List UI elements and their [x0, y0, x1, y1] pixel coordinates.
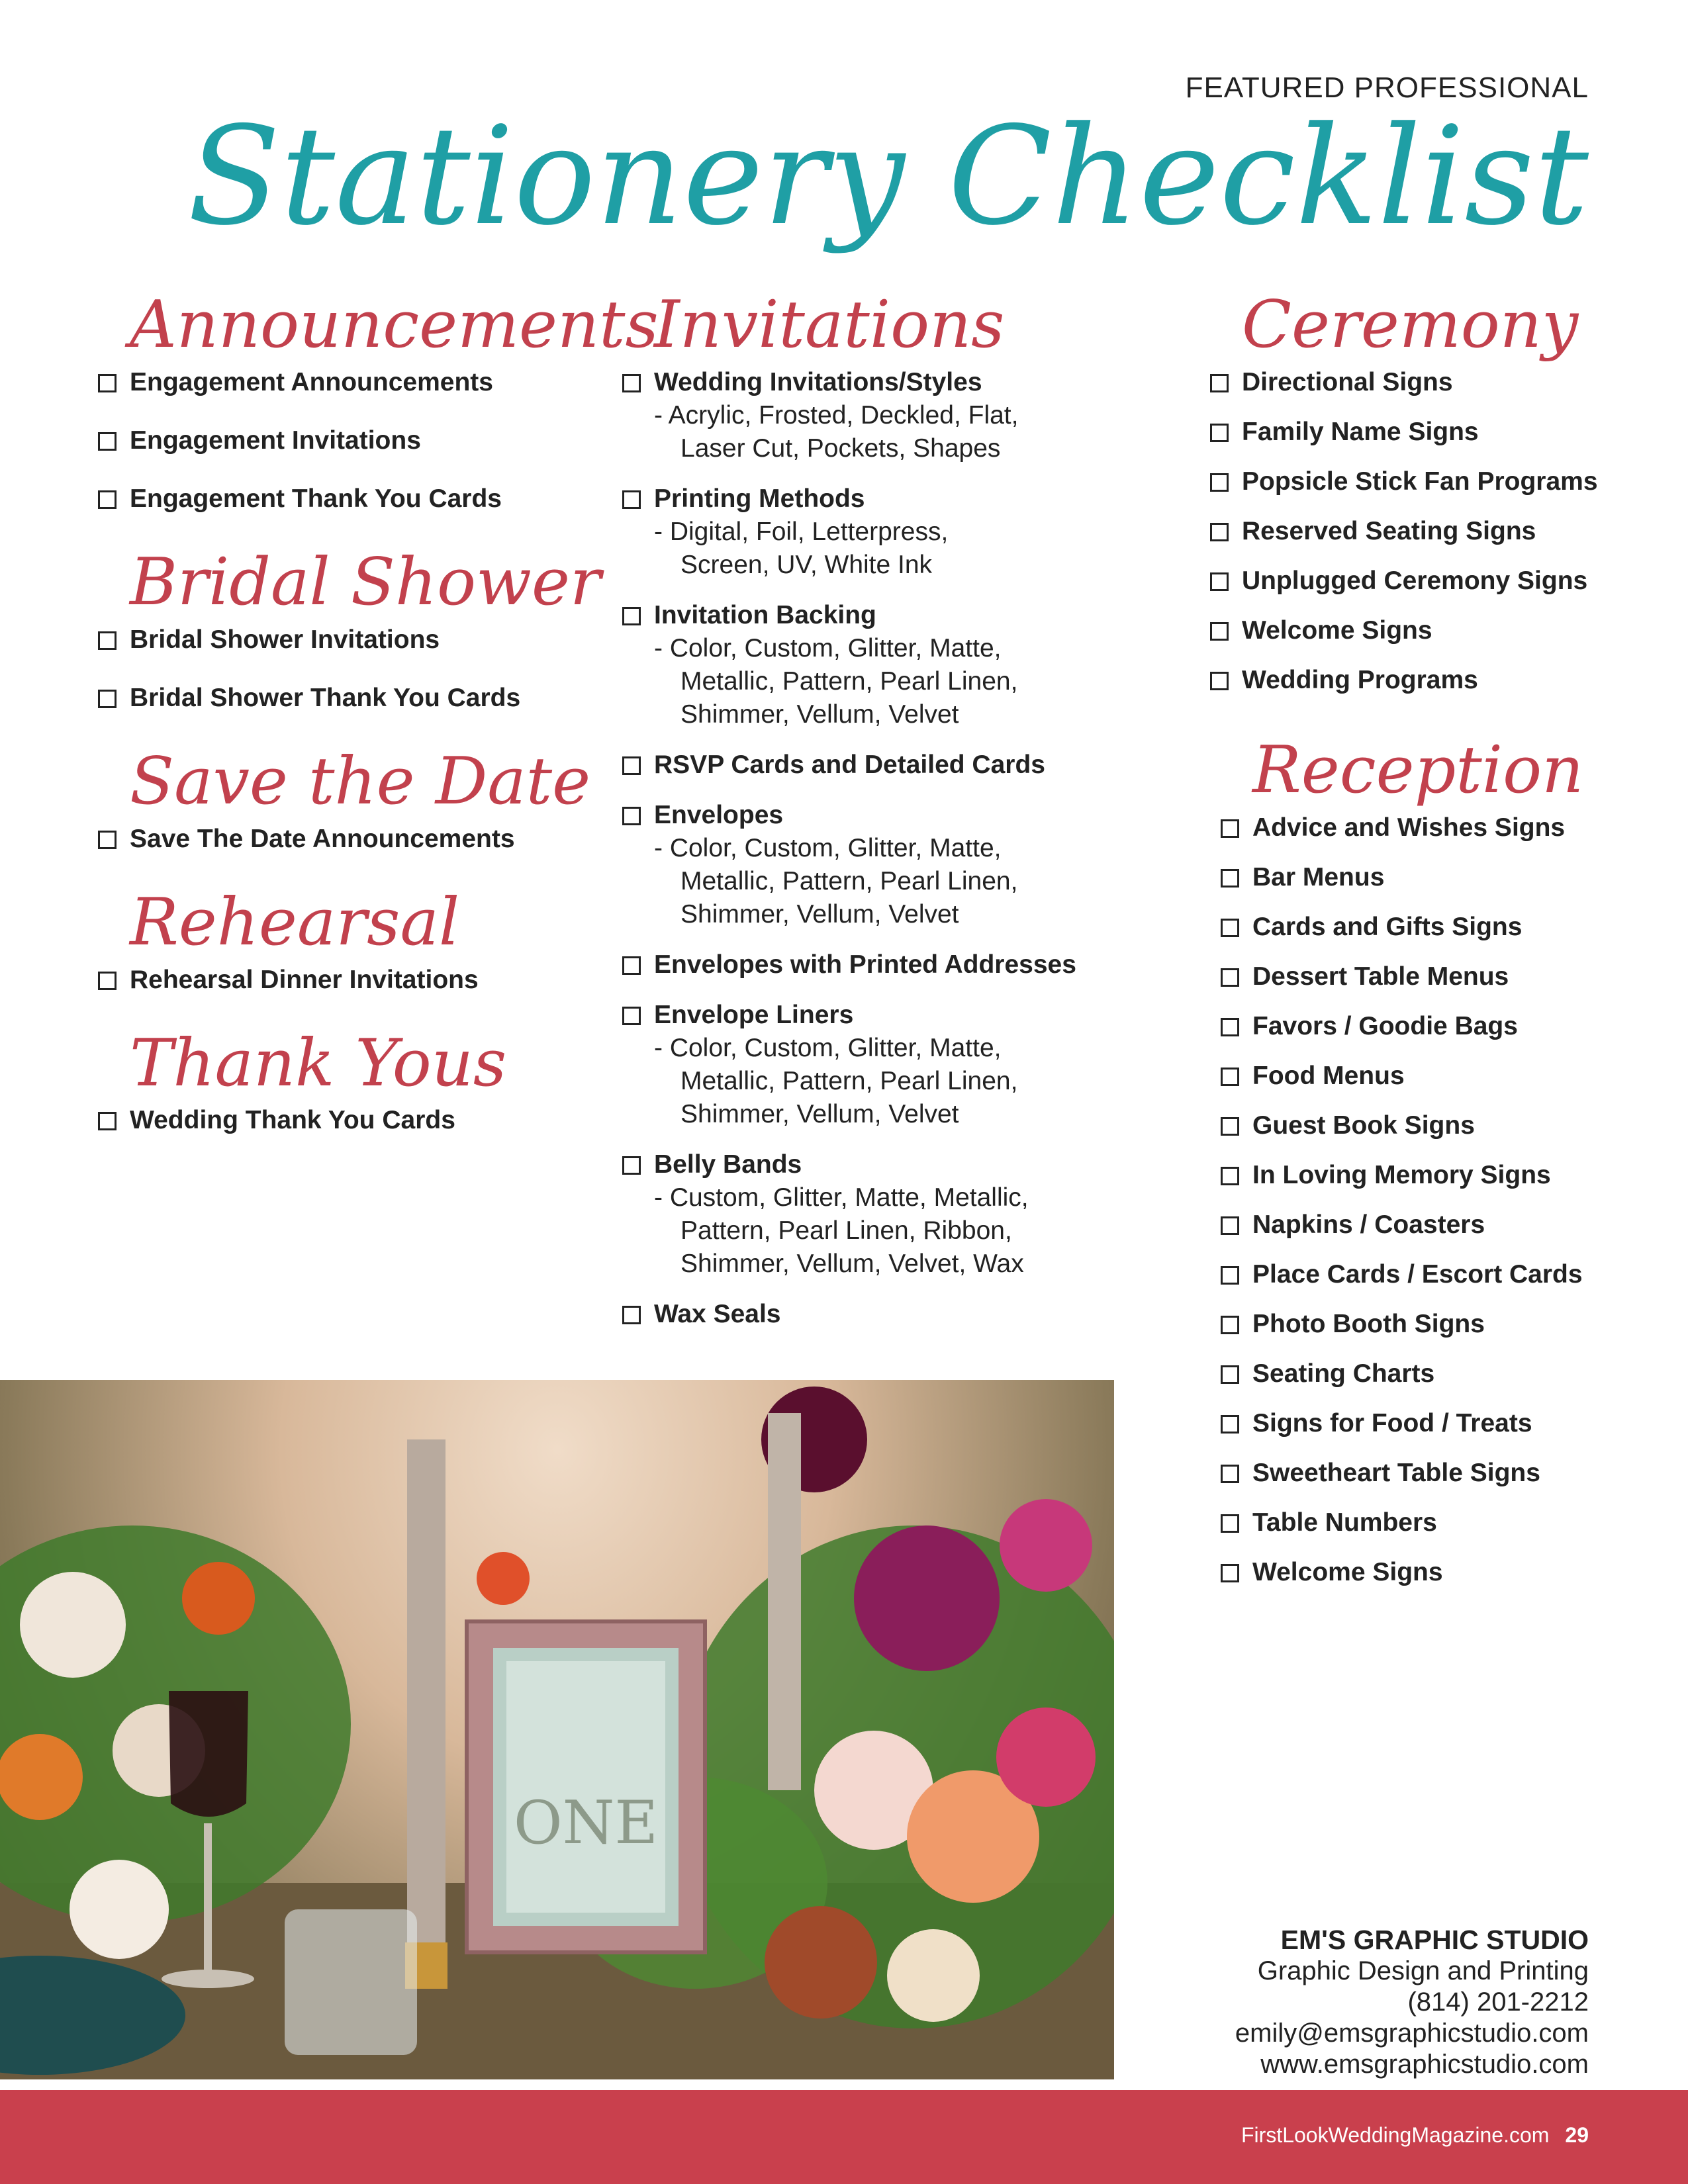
- table-number-sign: ONE: [513, 1788, 659, 1858]
- item-label: In Loving Memory Signs: [1252, 1160, 1551, 1189]
- section-heading: Reception: [1252, 732, 1584, 808]
- checklist-item[interactable]: [98, 482, 548, 516]
- checklist-item[interactable]: [1221, 1357, 1607, 1390]
- checklist-item[interactable]: [622, 366, 1152, 465]
- section-heading: Ceremony: [1242, 287, 1579, 363]
- checklist-item[interactable]: [622, 599, 1152, 731]
- item-options: - Custom, Glitter, Matte, Metallic, Pattern, Pearl Linen, Ribbon, Shimmer, Vellum, Velvet, Wax: [654, 1183, 1029, 1278]
- item-label: Unplugged Ceremony Signs: [1242, 566, 1588, 595]
- checklist-item[interactable]: [1221, 960, 1607, 993]
- checkbox[interactable]: [622, 1007, 641, 1025]
- checklist-item[interactable]: [1221, 1208, 1607, 1242]
- checkbox[interactable]: [1221, 1117, 1239, 1136]
- email-link[interactable]: emily@emsgraphicstudio.com: [1235, 2019, 1589, 2048]
- item-label: Wedding Thank You Cards: [130, 1106, 455, 1135]
- item-label: Wedding Programs: [1242, 665, 1478, 694]
- item-label: Welcome Signs: [1252, 1557, 1443, 1586]
- checkbox[interactable]: [1221, 1068, 1239, 1086]
- checkbox[interactable]: [1210, 424, 1229, 442]
- checklist-item[interactable]: [1221, 1407, 1607, 1440]
- featured-professional-label: FEATURED PROFESSIONAL: [1185, 71, 1589, 104]
- announcements-section: [98, 287, 659, 516]
- checklist-item[interactable]: [1221, 1159, 1607, 1192]
- item-label: Bridal Shower Thank You Cards: [130, 683, 521, 712]
- checklist-item[interactable]: [98, 1104, 548, 1137]
- checkbox[interactable]: [622, 374, 641, 392]
- item-label: Cards and Gifts Signs: [1252, 912, 1523, 941]
- magazine-url[interactable]: FirstLookWeddingMagazine.com: [1241, 2123, 1550, 2147]
- checkbox[interactable]: [622, 756, 641, 775]
- item-label: Save The Date Announcements: [130, 824, 515, 853]
- item-label: Engagement Invitations: [130, 426, 421, 455]
- checkbox[interactable]: [622, 956, 641, 975]
- section-heading: Announcements: [130, 287, 659, 363]
- checkbox[interactable]: [1221, 819, 1239, 838]
- checkbox[interactable]: [98, 1112, 117, 1130]
- item-label: Guest Book Signs: [1252, 1111, 1475, 1140]
- section-heading: Invitations: [654, 287, 1005, 363]
- checklist-item[interactable]: [1221, 811, 1607, 844]
- checklist-item[interactable]: [622, 482, 1152, 582]
- checkbox[interactable]: [1221, 1266, 1239, 1285]
- item-label: Wax Seals: [654, 1299, 781, 1328]
- item-label: Dessert Table Menus: [1252, 962, 1509, 991]
- checkbox[interactable]: [1210, 374, 1229, 392]
- save-the-date-section: [98, 743, 591, 856]
- checkbox[interactable]: [622, 607, 641, 625]
- section-heading: Rehearsal: [130, 884, 460, 960]
- checkbox[interactable]: [1221, 869, 1239, 887]
- checkbox[interactable]: [622, 807, 641, 825]
- checkbox[interactable]: [98, 374, 117, 392]
- item-label: Invitation Backing: [654, 600, 876, 629]
- checklist-item[interactable]: [1210, 366, 1607, 399]
- checklist-item[interactable]: [622, 948, 1152, 981]
- footer-site: [1241, 2123, 1589, 2148]
- item-label: Napkins / Coasters: [1252, 1210, 1485, 1239]
- checkbox[interactable]: [1210, 622, 1229, 641]
- checkbox[interactable]: [1210, 523, 1229, 541]
- checkbox[interactable]: [98, 972, 117, 990]
- item-label: Engagement Announcements: [130, 367, 493, 396]
- item-options: - Color, Custom, Glitter, Matte, Metallic, Pattern, Pearl Linen, Shimmer, Vellum, Velvet: [654, 633, 1018, 729]
- checkbox[interactable]: [1221, 1216, 1239, 1235]
- checkbox[interactable]: [1221, 1465, 1239, 1483]
- checkbox[interactable]: [622, 1156, 641, 1175]
- photo-illustration: [0, 1380, 1114, 2079]
- checklist-item[interactable]: [1210, 416, 1607, 449]
- checkbox[interactable]: [98, 690, 117, 708]
- item-label: Signs for Food / Treats: [1252, 1408, 1532, 1437]
- checkbox[interactable]: [1221, 968, 1239, 987]
- checklist-item[interactable]: [1210, 465, 1607, 498]
- item-label: Table Numbers: [1252, 1508, 1437, 1537]
- checkbox[interactable]: [98, 432, 117, 451]
- checkbox[interactable]: [1210, 672, 1229, 690]
- item-label: Advice and Wishes Signs: [1252, 813, 1566, 842]
- item-options: - Color, Custom, Glitter, Matte, Metallic, Pattern, Pearl Linen, Shimmer, Vellum, Velvet: [654, 833, 1018, 929]
- item-label: Favors / Goodie Bags: [1252, 1011, 1518, 1040]
- checklist-item[interactable]: [1221, 911, 1607, 944]
- item-label: Welcome Signs: [1242, 615, 1432, 645]
- checklist-item[interactable]: [1221, 1457, 1607, 1490]
- checklist-item[interactable]: [1210, 614, 1607, 647]
- item-label: Belly Bands: [654, 1150, 802, 1179]
- item-label: Printing Methods: [654, 484, 865, 513]
- checklist-item[interactable]: [622, 999, 1152, 1131]
- checklist-item[interactable]: [1221, 1109, 1607, 1142]
- section-heading: Thank Yous: [130, 1025, 507, 1101]
- checkbox[interactable]: [1221, 1018, 1239, 1036]
- checklist-item[interactable]: [1221, 1308, 1607, 1341]
- checklist-item[interactable]: [1221, 1556, 1607, 1589]
- vendor-contact: [1235, 1925, 1589, 2080]
- page-title: Stationery Checklist: [187, 98, 1589, 255]
- rehearsal-section: [98, 884, 548, 997]
- thank-yous-section: [98, 1025, 548, 1138]
- checklist-item[interactable]: [98, 366, 548, 399]
- checklist-item[interactable]: [98, 823, 548, 856]
- ceremony-section: [1210, 287, 1607, 697]
- page-number: 29: [1565, 2123, 1589, 2147]
- table-centerpiece-photo: [0, 1380, 1114, 2079]
- right-column: [1210, 287, 1607, 1622]
- checklist-item[interactable]: [622, 799, 1152, 931]
- checkbox[interactable]: [98, 490, 117, 509]
- checkbox[interactable]: [98, 631, 117, 650]
- checkbox[interactable]: [1221, 1365, 1239, 1384]
- checklist-item[interactable]: [98, 623, 548, 657]
- checklist-item[interactable]: [622, 1298, 1152, 1331]
- checklist-item[interactable]: [622, 1148, 1152, 1281]
- invitations-section: [622, 287, 1152, 1331]
- checkbox[interactable]: [1221, 1316, 1239, 1334]
- checklist-item[interactable]: [1221, 861, 1607, 894]
- item-label: Sweetheart Table Signs: [1252, 1458, 1540, 1487]
- checkbox[interactable]: [98, 831, 117, 849]
- studio-tagline: Graphic Design and Printing: [1257, 1956, 1589, 1985]
- website-link[interactable]: www.emsgraphicstudio.com: [1260, 2050, 1589, 2079]
- checkbox[interactable]: [1221, 1167, 1239, 1185]
- item-options: - Color, Custom, Glitter, Matte, Metallic, Pattern, Pearl Linen, Shimmer, Vellum, Velvet: [654, 1033, 1018, 1128]
- checklist-item[interactable]: [1221, 1258, 1607, 1291]
- checkbox[interactable]: [1221, 1415, 1239, 1433]
- checkbox[interactable]: [1210, 572, 1229, 591]
- bridal-shower-section: [98, 544, 601, 715]
- checkbox[interactable]: [1221, 1514, 1239, 1533]
- middle-column: [622, 287, 1152, 1364]
- checklist-item[interactable]: [98, 964, 548, 997]
- checklist-item[interactable]: [1221, 1506, 1607, 1539]
- item-label: Envelopes with Printed Addresses: [654, 950, 1076, 979]
- item-label: Rehearsal Dinner Invitations: [130, 965, 479, 994]
- item-label: Bar Menus: [1252, 862, 1385, 891]
- checklist-item[interactable]: [1210, 565, 1607, 598]
- checklist-item[interactable]: [1210, 515, 1607, 548]
- item-label: Wedding Invitations/Styles: [654, 367, 982, 396]
- left-column: [98, 287, 659, 1170]
- item-label: Envelope Liners: [654, 1000, 854, 1029]
- item-label: Popsicle Stick Fan Programs: [1242, 467, 1598, 496]
- section-heading: Save the Date: [130, 743, 591, 819]
- item-label: Family Name Signs: [1242, 417, 1479, 446]
- checkbox[interactable]: [1221, 919, 1239, 937]
- item-options: - Acrylic, Frosted, Deckled, Flat, Laser Cut, Pockets, Shapes: [654, 400, 1019, 463]
- item-label: Directional Signs: [1242, 367, 1453, 396]
- item-label: Bridal Shower Invitations: [130, 625, 440, 654]
- checkbox[interactable]: [1210, 473, 1229, 492]
- checklist-item[interactable]: [622, 749, 1152, 782]
- checkbox[interactable]: [1221, 1564, 1239, 1582]
- item-label: Seating Charts: [1252, 1359, 1435, 1388]
- checkbox[interactable]: [622, 1306, 641, 1324]
- checklist-item[interactable]: [1221, 1010, 1607, 1043]
- item-label: Engagement Thank You Cards: [130, 484, 502, 513]
- section-heading: Bridal Shower: [130, 544, 601, 620]
- checkbox[interactable]: [622, 490, 641, 509]
- studio-name: EM'S GRAPHIC STUDIO: [1280, 1925, 1589, 1955]
- checklist-item[interactable]: [1210, 664, 1607, 697]
- item-label: Reserved Seating Signs: [1242, 516, 1536, 545]
- item-label: Place Cards / Escort Cards: [1252, 1259, 1583, 1289]
- item-label: Photo Booth Signs: [1252, 1309, 1485, 1338]
- footer-bar: [0, 2090, 1688, 2184]
- phone-number[interactable]: (814) 201-2212: [1407, 1987, 1589, 2017]
- item-options: - Digital, Foil, Letterpress, Screen, UV, White Ink: [654, 517, 949, 579]
- checklist-item[interactable]: [98, 682, 548, 715]
- checklist-item[interactable]: [1221, 1060, 1607, 1093]
- checklist-item[interactable]: [98, 424, 548, 457]
- item-label: Food Menus: [1252, 1061, 1405, 1090]
- reception-section: [1221, 732, 1607, 1589]
- item-label: RSVP Cards and Detailed Cards: [654, 750, 1045, 779]
- item-label: Envelopes: [654, 800, 784, 829]
